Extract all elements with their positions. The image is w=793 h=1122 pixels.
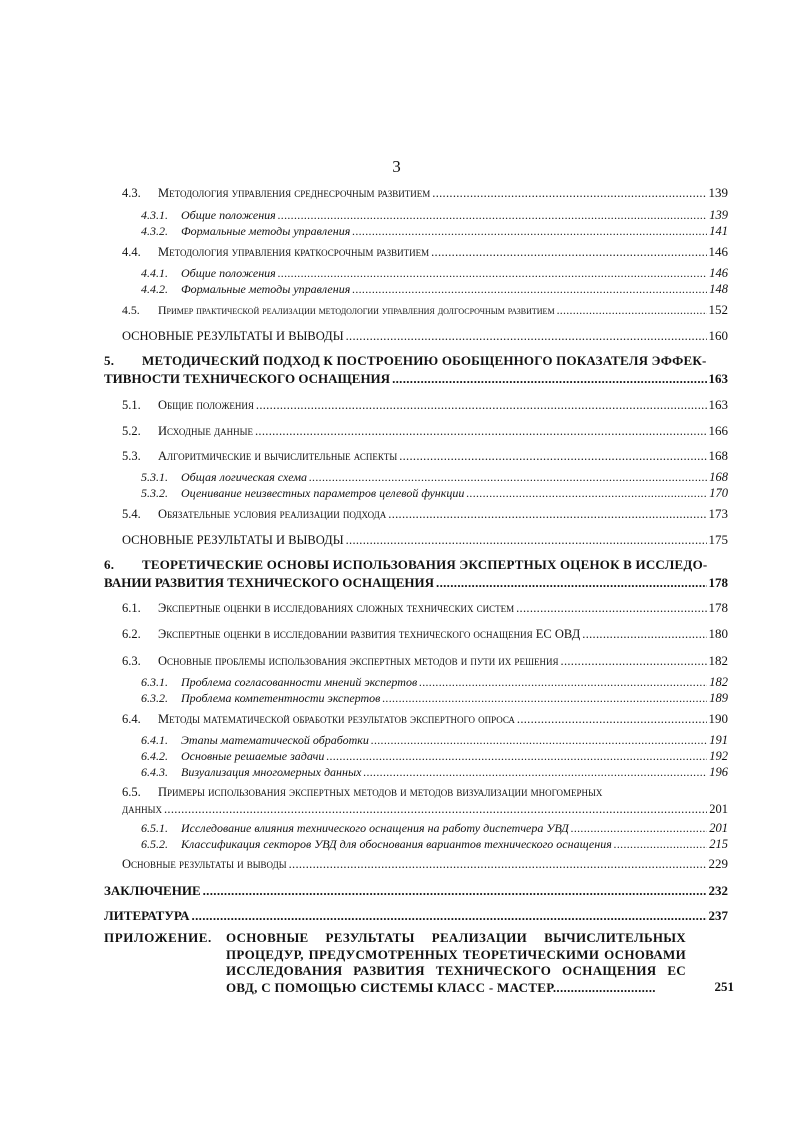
section-title: Пример практической реализации методологии управления долгосрочным развитием [158,303,555,317]
subsection-title: Проблема согласованности мнений экспертов [181,675,418,689]
dot-leader [571,821,707,835]
toc-entry-section[interactable] [122,712,728,726]
page-ref: 232 [708,883,728,898]
chapter-title-line1 [104,556,728,574]
page-ref: 168 [709,470,728,484]
subsection-title: Общая логическая схема [181,470,307,484]
page-ref: 173 [708,506,728,521]
section-title: Обязательные условия реализации подхода [158,507,387,521]
chapter-title-line2 [104,370,728,388]
subsection-number: 4.3.1. [141,208,168,222]
results-title: ОСНОВНЫЕ РЕЗУЛЬТАТЫ И ВЫВОДЫ [122,329,344,343]
subsection-number: 6.3.2. [141,691,168,705]
section-number: 6.4. [122,712,141,726]
section-title-line2 [122,801,728,818]
subsection-title: Этапы математической обработки [181,733,369,747]
subsection-number: 5.3.2. [141,486,168,500]
toc-entry-section[interactable] [122,784,728,818]
page-ref: 139 [708,185,728,200]
page-ref: 163 [708,397,728,412]
page-ref: 175 [708,532,728,547]
dot-leader [382,691,707,705]
section-number: 4.4. [122,245,141,259]
toc-entry-chapter[interactable] [104,352,728,388]
dot-leader [256,398,707,412]
toc-entry-results[interactable] [122,329,728,343]
results-title: Основные результаты и выводы [122,857,287,871]
page-ref: 201 [709,821,728,835]
toc-entry-subsection[interactable] [141,765,728,779]
page-ref: 201 [709,802,728,816]
chapter-title: МЕТОДИЧЕСКИЙ ПОДХОД К ПОСТРОЕНИЮ ОБОБЩЕННОГО ПОКАЗАТЕЛЯ ЭФФЕК- [142,353,707,368]
subsection-title: Формальные методы управления [181,224,351,238]
toc-entry-references[interactable] [104,909,728,923]
dot-leader [561,654,707,668]
page-ref: 191 [709,733,728,747]
subsection-number: 6.4.2. [141,749,168,763]
section-title-line1 [122,784,728,801]
subsection-number: 4.4.2. [141,282,168,296]
conclusion-title: ЗАКЛЮЧЕНИЕ [104,883,201,898]
dot-leader [346,533,707,547]
subsection-number: 6.5.2. [141,837,168,851]
dot-leader [431,245,706,259]
chapter-title-continued: ТИВНОСТИ ТЕХНИЧЕСКОГО ОСНАЩЕНИЯ [104,371,391,386]
page-ref: 146 [708,244,728,259]
section-title: Исходные данные [158,424,253,438]
dot-leader [326,749,707,763]
page-ref: 180 [708,626,728,641]
dot-leader [614,837,707,851]
dot-leader [582,627,706,641]
toc-entry-subsection[interactable] [141,821,728,835]
page-ref: 148 [709,282,728,296]
dot-leader [432,186,706,200]
chapter-title: ТЕОРЕТИЧЕСКИЕ ОСНОВЫ ИСПОЛЬЗОВАНИЯ ЭКСПЕРТНЫХ ОЦЕНОК В ИССЛЕДО- [142,557,708,572]
subsection-title: Исследование влияния технического оснащения на работу диспетчера УВД [181,821,569,835]
subsection-title: Визуализация многомерных данных [181,765,362,779]
dot-leader [203,884,707,898]
dot-leader [346,329,707,343]
dot-leader [278,266,708,280]
section-number: 6.1. [122,601,141,615]
page-ref: 139 [709,208,728,222]
dot-leader [278,208,708,222]
chapter-title-continued: ВАНИИ РАЗВИТИЯ ТЕХНИЧЕСКОГО ОСНАЩЕНИЯ [104,575,435,590]
toc-entry-results[interactable] [122,857,728,871]
section-title: Экспертные оценки в исследовании развития технического оснащения ЕС ОВД [158,627,581,641]
section-title: Методология управления среднесрочным развитием [158,186,431,200]
toc-entry-section[interactable] [122,303,728,317]
page-ref: 152 [708,302,728,317]
dot-leader [352,282,707,296]
toc-entry-subsection[interactable] [141,224,728,238]
section-number: 5.1. [122,398,141,412]
subsection-title: Общие положения [181,208,276,222]
dot-leader [192,909,707,923]
section-number: 5.4. [122,507,141,521]
toc-entry-section[interactable] [122,424,728,438]
toc-entry-section[interactable] [122,398,728,412]
section-number: 4.3. [122,186,141,200]
dot-leader [557,303,707,317]
section-title: Экспертные оценки в исследованиях сложных технических систем [158,601,515,615]
page-ref: 196 [709,765,728,779]
page-ref: 229 [708,856,728,871]
page-ref: 170 [709,486,728,500]
dot-leader [164,801,707,818]
toc-entry-subsection[interactable] [141,470,728,484]
dot-leader [289,857,707,871]
toc-entry-results[interactable] [122,533,728,547]
dot-leader [255,424,707,438]
page-number: 3 [392,157,401,176]
subsection-title: Оценивание неизвестных параметров целевой функции [181,486,465,500]
section-title-continued: данных [122,802,162,816]
appendix-title: ОСНОВНЫЕ РЕЗУЛЬТАТЫ РЕАЛИЗАЦИИ ВЫЧИСЛИТЕЛЬНЫХ ПРОЦЕДУР, ПРЕДУСМОТРЕННЫХ ТЕОРЕТИЧЕСКИМИ ОСНОВАМИ ИССЛЕДОВАНИЯ РАЗВИТИЯ ТЕХНИЧЕСКОГО ОСНАЩЕНИЯ ЕС ОВД, С ПОМОЩЬЮ СИСТЕМЫ КЛАСС - МАСТЕР............................. [226,930,686,995]
dot-leader [436,574,706,592]
page-ref: 182 [708,653,728,668]
chapter-number: 6. [104,557,115,572]
dot-leader [352,224,707,238]
section-title: Методология управления краткосрочным развитием [158,245,430,259]
toc-entry-section[interactable] [122,507,728,521]
subsection-title: Проблема компетентности экспертов [181,691,381,705]
section-number: 6.3. [122,654,141,668]
page-ref: 146 [709,266,728,280]
toc-entry-subsection[interactable] [141,486,728,500]
toc-entry-section[interactable] [122,245,728,259]
toc-entry-subsection[interactable] [141,837,728,851]
toc-entry-section[interactable] [122,186,728,200]
toc-entry-section[interactable] [122,654,728,668]
dot-leader [517,712,707,726]
section-number: 6.5. [122,785,141,799]
subsection-number: 6.3.1. [141,675,168,689]
subsection-title: Классификация секторов УВД для обоснования вариантов технического оснащения [181,837,612,851]
toc-entry-subsection[interactable] [141,749,728,763]
toc-entry-conclusion[interactable] [104,884,728,898]
dot-leader [388,507,706,521]
subsection-number: 4.3.2. [141,224,168,238]
dot-leader [363,765,707,779]
toc-entry-subsection[interactable] [141,691,728,705]
toc-entry-subsection[interactable] [141,282,728,296]
results-title: ОСНОВНЫЕ РЕЗУЛЬТАТЫ И ВЫВОДЫ [122,533,344,547]
section-title: Методы математической обработки результатов экспертного опроса [158,712,515,726]
section-title: Алгоритмические и вычислительные аспекты [158,449,398,463]
page-ref: 166 [708,423,728,438]
dot-leader [466,486,707,500]
toc-entry-section[interactable] [122,449,728,463]
dot-leader [309,470,707,484]
page-ref: 192 [709,749,728,763]
page-ref: 178 [708,600,728,615]
dot-leader [399,449,706,463]
section-number: 6.2. [122,627,141,641]
page-ref: 141 [709,224,728,238]
chapter-title-line1 [104,352,728,370]
dot-leader [392,370,706,388]
subsection-title: Формальные методы управления [181,282,351,296]
page-ref: 215 [709,837,728,851]
chapter-number: 5. [104,353,115,368]
page-ref: 190 [708,711,728,726]
page-ref: 237 [708,908,728,923]
subsection-number: 6.4.3. [141,765,168,779]
dot-leader [371,733,707,747]
toc-entry-chapter[interactable] [104,556,728,592]
page-ref: 168 [708,448,728,463]
page-ref: 163 [708,371,728,386]
appendix-label: ПРИЛОЖЕНИЕ. [104,930,212,945]
section-title: Примеры использования экспертных методов и методов визуализации многомерных [158,785,603,799]
section-title: Основные проблемы использования экспертных методов и пути их решения [158,654,559,668]
subsection-title: Общие положения [181,266,276,280]
page-ref: 160 [708,328,728,343]
section-number: 5.3. [122,449,141,463]
references-title: ЛИТЕРАТУРА [104,908,190,923]
toc-entry-section[interactable] [122,601,728,615]
toc-entry-subsection[interactable] [141,266,728,280]
dot-leader [419,675,707,689]
page-ref: 182 [709,675,728,689]
section-number: 4.5. [122,303,140,317]
subsection-number: 4.4.1. [141,266,168,280]
toc-entry-subsection[interactable] [141,208,728,222]
toc-entry-subsection[interactable] [141,733,728,747]
toc-entry-subsection[interactable] [141,675,728,689]
chapter-title-line2 [104,574,728,592]
page-ref: 178 [708,575,728,590]
subsection-number: 5.3.1. [141,470,168,484]
section-title: Общие положения [158,398,254,412]
section-number: 5.2. [122,424,141,438]
toc-entry-section[interactable] [122,627,728,641]
subsection-title: Основные решаемые задачи [181,749,325,763]
subsection-number: 6.4.1. [141,733,168,747]
page-ref: 189 [709,691,728,705]
dot-leader [516,601,706,615]
page-ref: 251 [714,979,734,994]
subsection-number: 6.5.1. [141,821,168,835]
